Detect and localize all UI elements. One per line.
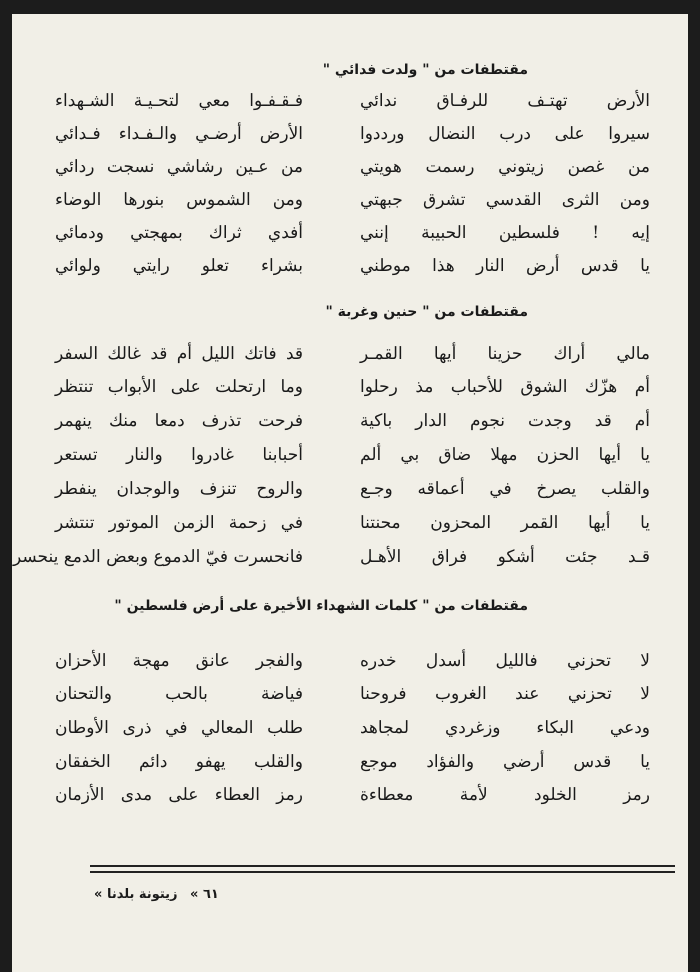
verse-first-hemistich: رمز الخلود لأمة معطاءة bbox=[360, 785, 650, 805]
verse-first-hemistich: لا تحزني عند الغروب فروحنا bbox=[360, 684, 650, 704]
verse-line bbox=[12, 404, 688, 438]
verse-first-hemistich: يا أيها الحزن مهلا ضاق بي ألم bbox=[360, 445, 650, 465]
verse-second-hemistich: أفدي ثراك بمهجتي ودمائي bbox=[55, 223, 303, 243]
verse-line bbox=[12, 370, 688, 404]
verse-line bbox=[12, 438, 688, 472]
verse-first-hemistich: يا قدس أرضي والفؤاد موجع bbox=[360, 752, 650, 772]
footer-rule bbox=[90, 871, 675, 873]
verse-first-hemistich: ودعي البكاء وزغردي لمجاهد bbox=[360, 718, 650, 738]
verse-first-hemistich: الأرض تهتـف للرفـاق ندائي bbox=[360, 91, 650, 111]
verse-second-hemistich: من عـين رشاشي نسجت ردائي bbox=[55, 157, 303, 177]
verse-line bbox=[12, 337, 688, 371]
verse-first-hemistich: سيروا على درب النضال ورددوا bbox=[360, 124, 650, 144]
verse-second-hemistich: ومن الشموس بنورها الوضاء bbox=[55, 190, 303, 210]
verse-line bbox=[12, 711, 688, 745]
section-heading: مقتطفات من " ولدت فدائي " bbox=[322, 62, 528, 78]
verse-first-hemistich: من غصن زيتوني رسمت هويتي bbox=[360, 157, 650, 177]
verse-first-hemistich: ومن الثرى القدسي تشرق جبهتي bbox=[360, 190, 650, 210]
verse-line bbox=[12, 644, 688, 678]
verse-first-hemistich: قـد جئت أشكو فراق الأهـل bbox=[360, 547, 650, 567]
verse-first-hemistich: يا أيها القمر المحزون محنتنا bbox=[360, 513, 650, 533]
verse-line bbox=[12, 117, 688, 151]
footer-rule bbox=[90, 865, 675, 867]
document-page bbox=[12, 14, 688, 972]
verse-line bbox=[12, 677, 688, 711]
verse-line bbox=[12, 540, 688, 574]
magazine-title: زيتونة بلدنا bbox=[106, 887, 178, 902]
verse-second-hemistich: والقلب يهفو دائم الخفقان bbox=[55, 752, 303, 772]
verse-line bbox=[12, 745, 688, 779]
verse-first-hemistich: إيه ! فلسطين الحبيبة إنني bbox=[360, 223, 650, 243]
footer bbox=[94, 887, 227, 902]
section-heading: مقتطفات من " حنين وغربة " bbox=[325, 304, 528, 320]
section-heading: مقتطفات من " كلمات الشهداء الأخيرة على أرض فلسطين " bbox=[114, 598, 528, 614]
verse-line bbox=[12, 216, 688, 250]
verse-first-hemistich: يا قدس أرض النار هذا موطني bbox=[360, 256, 650, 276]
verse-line bbox=[12, 84, 688, 118]
verse-line bbox=[12, 249, 688, 283]
verse-second-hemistich: فانحسرت فيّ الدموع وبعض الدمع ينحسر bbox=[12, 547, 303, 567]
verse-second-hemistich: رمز العطاء على مدى الأزمان bbox=[55, 785, 303, 805]
verse-first-hemistich: والقلب يصرخ في أعماقه وجـع bbox=[360, 479, 650, 499]
verse-second-hemistich: في زحمة الزمن الموتور تنتشر bbox=[55, 513, 303, 533]
verse-line bbox=[12, 778, 688, 812]
verse-second-hemistich: فرحت تذرف دمعا منك ينهمر bbox=[55, 411, 303, 431]
verse-line bbox=[12, 472, 688, 506]
verse-line bbox=[12, 506, 688, 540]
verse-second-hemistich: أحبابنا غادروا والنار تستعر bbox=[55, 445, 303, 465]
verse-second-hemistich: والروح تنزف والوجدان ينفطر bbox=[55, 479, 303, 499]
verse-first-hemistich: أم قد وجدت نجوم الدار باكية bbox=[360, 411, 650, 431]
page-number: « ٦١ » bbox=[94, 887, 219, 902]
verse-second-hemistich: قد فاتك الليل أم قد غالك السفر bbox=[55, 344, 303, 364]
verse-second-hemistich: بشراء تعلو رايتي ولوائي bbox=[55, 256, 303, 276]
verse-first-hemistich: لا تحزني فالليل أسدل خدره bbox=[360, 651, 650, 671]
verse-first-hemistich: مالي أراك حزينا أيها القمـر bbox=[360, 344, 650, 364]
verse-line bbox=[12, 183, 688, 217]
verse-second-hemistich: فياضة بالحب والتحنان bbox=[55, 684, 303, 704]
verse-second-hemistich: فـقـفـوا معي لتحـيـة الشـهداء bbox=[55, 91, 303, 111]
verse-second-hemistich: الأرض أرضـي والـفـداء فـدائي bbox=[55, 124, 303, 144]
verse-first-hemistich: أم هزّك الشوق للأحباب مذ رحلوا bbox=[360, 377, 650, 397]
verse-second-hemistich: وما ارتحلت على الأبواب تنتظر bbox=[55, 377, 303, 397]
verse-second-hemistich: طلب المعالي في ذرى الأوطان bbox=[55, 718, 303, 738]
verse-second-hemistich: والفجر عانق مهجة الأحزان bbox=[55, 651, 303, 671]
verse-line bbox=[12, 150, 688, 184]
